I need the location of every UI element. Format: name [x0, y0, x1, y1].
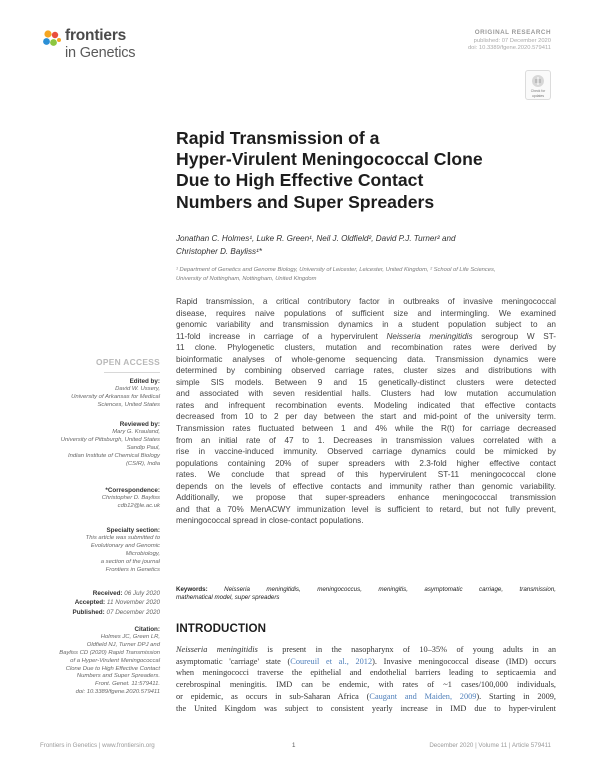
reviewer-line: University of Pittsburgh, United States — [60, 436, 160, 443]
abstract-line: rates and infrequent recombination events. Modeling indicated that effective contacts — [176, 400, 556, 410]
article-dates — [40, 589, 160, 617]
intro-line: or epidemic, as occurs in sub-Saharan Africa (Caugant and Maiden, 2009). Starting in 2009, — [176, 691, 556, 701]
published-date-header: published: 07 December 2020 — [473, 37, 551, 44]
specialty-line: This article was submitted to — [85, 534, 160, 541]
frontiers-logo[interactable] — [40, 26, 190, 70]
title-line: Due to High Effective Contact — [176, 170, 424, 191]
abstract-line: meningococcal spread in close-contact populations. — [176, 516, 364, 526]
footer-journal-link[interactable]: Frontiers in Genetics | www.frontiersin.org — [40, 742, 155, 749]
intro-line: asymptomatic 'carriage' state (Coureuil et al., 2012). Invasive meningococcal disease (IMD) occurs — [176, 656, 556, 666]
abstract-line: genomic variability and transmission dynamics in a student population subject to an — [176, 320, 556, 330]
published-value: 07 December 2020 — [106, 608, 160, 616]
specialty-section — [40, 527, 160, 574]
introduction-text — [176, 644, 556, 714]
abstract-line: populations containing 20% of super spreaders with 2.3-fold higher effective contact — [176, 458, 556, 468]
intro-line: Neisseria meningitidis is present in the nasopharynx of 10–35% of young adults in an — [176, 645, 556, 654]
author-line: Christopher D. Bayliss¹* — [176, 246, 262, 256]
specialty-line: Microbiology, — [125, 550, 160, 557]
abstract-line: Additionally, we propose that super-spreaders enhance meningococcal transmission — [176, 493, 556, 503]
page-number: 1 — [292, 742, 296, 749]
introduction-heading: INTRODUCTION — [176, 622, 267, 635]
check-updates-label-1: Check for — [530, 89, 546, 93]
citation-section — [40, 626, 160, 697]
reviewed-by-heading: Reviewed by: — [119, 421, 160, 428]
received-label: Received: — [92, 590, 123, 597]
logo-text-journal: in Genetics — [65, 45, 136, 61]
abstract — [176, 296, 556, 527]
abstract-line: Transmission rates fluctuated between 1 and 4% while the R(t) for carriage decreased — [176, 424, 556, 434]
title-line: Hyper-Virulent Meningococcal Clone — [176, 149, 483, 170]
abstract-line: 11 clone. Phylogenetic clusters, mutation and recombination rates were derived by — [176, 343, 556, 353]
published-date — [40, 608, 160, 617]
accepted-value: 11 November 2020 — [106, 599, 160, 607]
doi-header[interactable]: doi: 10.3389/fgene.2020.579411 — [467, 45, 551, 51]
accepted-date — [40, 598, 160, 607]
specialty-heading: Specialty section: — [106, 527, 160, 534]
published-label: Published: — [72, 608, 105, 616]
abstract-line: rates. We conclude that spread of this hypervirulent ST-11 meningococcal clone — [176, 470, 556, 480]
citation-line: Oldfield NJ, Turner DPJ and — [86, 641, 160, 648]
specialty-line: a section of the journal — [100, 558, 160, 565]
editor-line: Sciences, United States — [97, 401, 160, 408]
abstract-line: bioinformatic analyses of whole-genome sequencing data. Transmission dynamics were — [176, 354, 556, 364]
citation-line: Holmes JC, Green LR, — [100, 633, 160, 640]
abstract-line: disease, requires naive populations of sufficient size and intermingling. We examined — [176, 308, 556, 318]
reviewed-by-section — [40, 421, 160, 468]
reviewer-line: Mary G. Krauland, — [112, 428, 160, 435]
check-updates-label-2: updates — [531, 94, 545, 98]
abstract-line: from an initial rate of 47 to 1. Decreases in transmission values correlated with a — [176, 435, 556, 445]
editor-line: David W. Ussery, — [115, 385, 160, 392]
correspondence-section — [40, 487, 160, 511]
abstract-line: and that a 70% MenACWY immunization level is sufficient to retard, but not fully prevent, — [176, 504, 556, 514]
frontiers-logo-icon — [40, 28, 62, 50]
abstract-line: decreased from 10 to 2 per day between the start and mid-point of the university term. — [176, 412, 556, 422]
reviewer-line: Indian Institute of Chemical Biology — [67, 452, 160, 459]
abstract-line: 11-fold increase in carriage of a hypervirulent Neisseria meningitidis serogroup W ST- — [176, 331, 556, 341]
abstract-line: rise in vaccine-induced immunity. Observed carriage dynamics could be mimicked by — [176, 447, 556, 457]
correspondence-email[interactable]: cdb12@le.ac.uk — [117, 502, 160, 509]
editor-line: University of Arkansas for Medical — [71, 393, 160, 400]
keywords-line-2: mathematical model, super spreaders — [176, 594, 280, 602]
article-title — [176, 128, 556, 213]
sidebar-divider — [104, 372, 160, 373]
intro-line: cerebrospinal meningitis. IMD can be endemic, with rates of ~1 cases/100,000 individuals, — [176, 680, 556, 690]
affiliation-line: University of Nottingham, Nottingham, United Kingdom — [176, 275, 317, 282]
title-line: Rapid Transmission of a — [176, 128, 380, 148]
intro-line: the United Kingdom was subject to consistent yearly increase in IMD due to hyper-virulent — [176, 703, 556, 713]
article-meta-header — [468, 29, 551, 51]
intro-line: when meningococci traverse the epithelial and endothelial barriers leading to septicaemia and — [176, 668, 556, 678]
author-list — [176, 233, 556, 258]
abstract-line: and associated with seven residential halls. Clusters had low mutation accumulation — [176, 389, 556, 399]
citation-line: Bayliss CD (2020) Rapid Transmission — [59, 649, 160, 656]
citation-line: Clone Due to High Effective Contact — [65, 665, 160, 672]
open-access-label: OPEN ACCESS — [96, 357, 160, 367]
author-line: Jonathan C. Holmes¹, Luke R. Green¹, Neil J. Oldfield², David P.J. Turner² and — [176, 234, 456, 243]
received-value: 06 July 2020 — [124, 590, 160, 597]
keywords-line-1: Neisseria meningitidis, meningococcus, meningitis, asymptomatic carriage, transmission, — [224, 586, 556, 593]
citation-line: Front. Genet. 11:579411. — [95, 681, 160, 688]
abstract-line: determined by combining observed carriage rates, cluster sizes and distributions with — [176, 366, 556, 376]
citation-doi[interactable]: doi: 10.3389/fgene.2020.579411 — [75, 689, 160, 696]
specialty-line: Frontiers in Genetics — [105, 566, 160, 573]
article-type: ORIGINAL RESEARCH — [474, 29, 551, 36]
edited-by-section — [40, 378, 160, 410]
footer-issue-info: December 2020 | Volume 11 | Article 579411 — [429, 742, 551, 749]
specialty-line: Evolutionary and Genomic — [90, 542, 160, 549]
edited-by-heading: Edited by: — [129, 378, 160, 385]
abstract-line: depends on the levels of effective contacts and immunity rather than genomic variability. — [176, 481, 556, 491]
correspondence-name: Christopher D. Bayliss — [101, 494, 160, 501]
reviewer-line: Sandip Paul, — [126, 444, 160, 451]
correspondence-heading: *Correspondence: — [105, 487, 160, 494]
keywords-label: Keywords: — [176, 586, 208, 593]
reviewer-line: (CSIR), India — [125, 460, 160, 467]
abstract-line: simple SIS models. Between 9 and 15 genetically-distinct clusters were detected — [176, 377, 556, 387]
keywords — [176, 586, 556, 603]
citation-heading: Citation: — [134, 626, 160, 633]
accepted-label: Accepted: — [74, 599, 106, 607]
affiliation-line: ¹ Department of Genetics and Genome Biology, University of Leicester, Leicester, United Kingdom, ² School of Life Sciences, — [176, 267, 496, 273]
affiliations — [176, 266, 562, 283]
title-line: Numbers and Super Spreaders — [176, 191, 435, 212]
logo-text-frontiers: frontiers — [65, 27, 127, 44]
abstract-line: Rapid transmission, a critical contributory factor in outbreaks of invasive meningococcal — [176, 297, 556, 306]
received-date — [40, 589, 160, 598]
check-for-updates-badge[interactable] — [525, 70, 551, 100]
citation-line: of a Hyper-Virulent Meningococcal — [70, 657, 160, 664]
citation-line: Numbers and Super Spreaders. — [76, 673, 160, 680]
check-updates-icon — [531, 74, 545, 88]
